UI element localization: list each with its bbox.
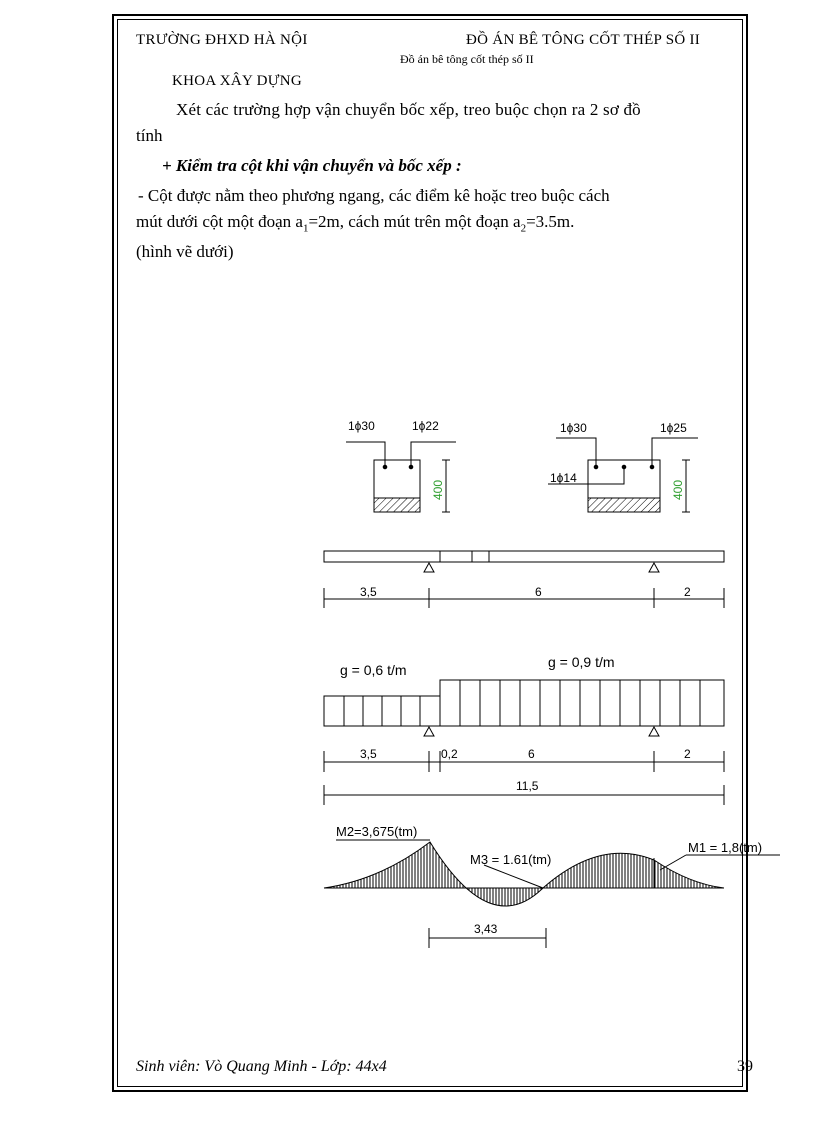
beam-dim-1: 3,5 (360, 585, 377, 599)
section2-top-bar-label: 1ϕ30 (560, 421, 587, 435)
total-length-label: 11,5 (516, 779, 539, 793)
paragraph-1-line-2: tính (136, 126, 163, 145)
paragraph-1-line-1: Xét các trường hợp vận chuyển bốc xếp, treo buộc chọn ra 2 sơ đồ (176, 100, 641, 119)
beam-dim-2: 6 (535, 585, 542, 599)
header-faculty: KHOA XÂY DỰNG (172, 73, 302, 89)
load-dim-2: 0,2 (441, 747, 458, 761)
page-number: 39 (737, 1058, 753, 1075)
load-right-label: g = 0,9 t/m (548, 654, 615, 670)
footer-student: Sinh viên: Vò Quang Minh - Lớp: 44x4 (136, 1058, 387, 1075)
paragraph-3: (hình vẽ dưới) (136, 242, 234, 261)
moment-m2-label: M2=3,675(tm) (336, 824, 418, 839)
section-heading: + Kiểm tra cột khi vận chuyển và bốc xếp : (162, 156, 462, 175)
section1-right-bar-label: 1ϕ22 (412, 419, 439, 433)
header-project: ĐỒ ÁN BÊ TÔNG CỐT THÉP SỐ II (466, 32, 701, 48)
load-dim-4: 2 (684, 747, 691, 761)
moment-m1-label: M1 = 1,8(tm) (688, 840, 763, 855)
load-dim-1: 3,5 (360, 747, 377, 761)
header-school: TRƯỜNG ĐHXD HÀ NỘI (136, 32, 308, 48)
beam-scheme (324, 551, 724, 608)
moment-dim-label: 3,43 (474, 922, 498, 936)
section2-right-bar-label: 1ϕ25 (660, 421, 687, 435)
cross-section-1 (346, 442, 456, 512)
beam-dim-3: 2 (684, 585, 691, 599)
header-project-sub: Đồ án bê tông cốt thép số II (400, 52, 534, 66)
load-left-label: g = 0,6 t/m (340, 662, 407, 678)
section1-top-bar-label: 1ϕ30 (348, 419, 375, 433)
section1-height-label: 400 (431, 479, 445, 500)
load-dim-3: 6 (528, 747, 535, 761)
paragraph-2-line-2: mút dưới cột một đoạn $a_1=2m$, cách mút trên một đoạn $a_2=3.5m$. (136, 212, 575, 235)
paragraph-2-line-1: - Cột được nằm theo phương ngang, các điểm kê hoặc treo buộc cách (138, 186, 610, 205)
moment-m3-label: M3 = 1.61(tm) (470, 852, 552, 867)
section2-middle-bar-label: 1ϕ14 (550, 471, 577, 485)
section2-height-label: 400 (671, 479, 685, 500)
